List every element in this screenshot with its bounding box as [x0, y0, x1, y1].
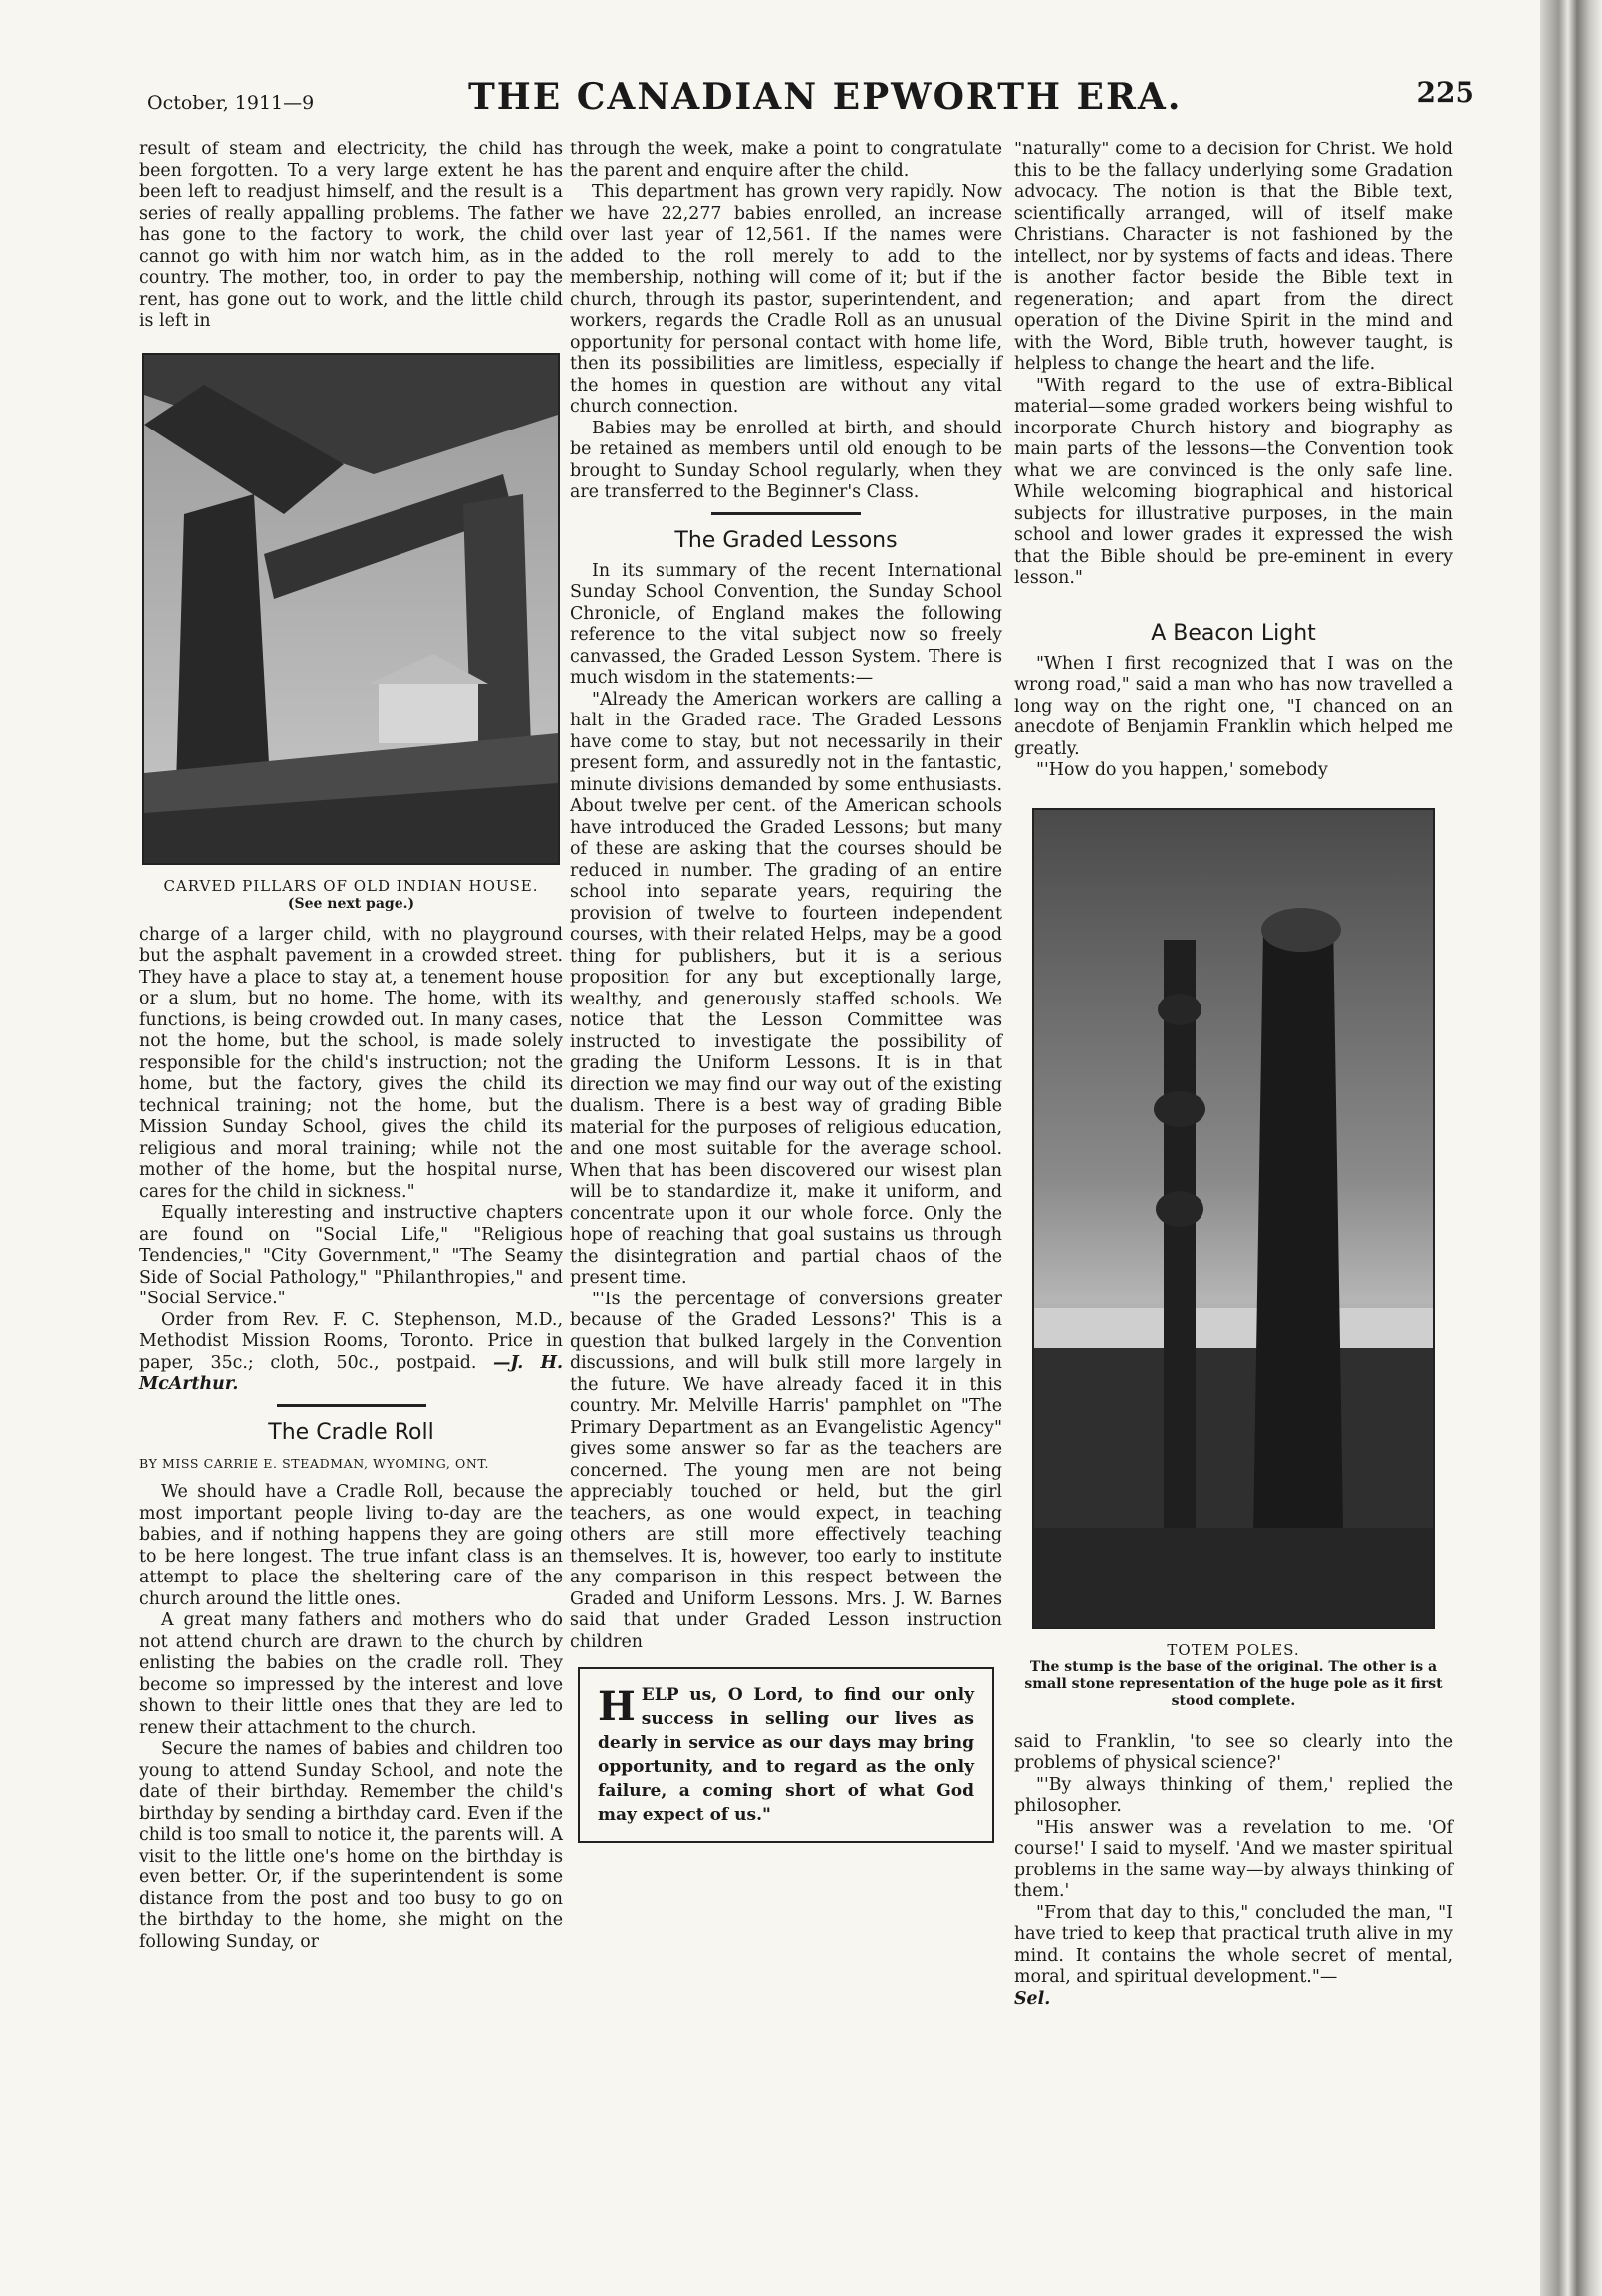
paragraph: said to Franklin, 'to see so clearly into the problems of physical science?'	[1014, 1731, 1453, 1773]
photo-caption-note: The stump is the base of the original. The other is a small stone representation of the huge pole as it first stood complete.	[1024, 1658, 1443, 1709]
section-divider	[277, 1404, 426, 1407]
caption-title: CARVED PILLARS OF OLD INDIAN HOUSE.	[163, 876, 539, 895]
caption-title: TOTEM POLES.	[1167, 1640, 1300, 1659]
photo-carved-pillars	[142, 353, 560, 865]
photo-totem-poles	[1032, 808, 1435, 1629]
paragraph: result of steam and electricity, the child has been forgotten. To a very large extent he has been left to readjust himself, and the result is a series of really appalling problems. The father has gone to the factory to work, the child cannot go with him nor watch him, as in the country. The mother, too, in order to pay the rent, has gone out to work, and the little child is left in	[139, 140, 563, 331]
column-2	[570, 140, 1002, 1843]
column-3	[1014, 140, 1453, 2010]
paragraph	[139, 1310, 563, 1396]
page-number: 225	[1416, 76, 1474, 109]
paragraph: Equally interesting and instructive chapters are found on "Social Life," "Religious Tendencies," "City Government," "The Seamy Side of Social Pathology," "Philanthropies," and "Social Service."	[139, 1203, 563, 1308]
paragraph: charge of a larger child, with no playground but the asphalt pavement in a crowded street. They have a place to stay at, a tenement house or a slum, but no home. The home, with its functions, is being crowded out. In many cases, not the home, but the school, is made solely responsible for the child's instruction; not the home, but the factory, gives the child its technical training; not the home, but the Mission Sunday School, gives the child its religious and moral training; while not the mother of the home, but the hospital nurse, cares for the child in sickness."	[139, 924, 563, 1202]
section-heading-beacon-light: A Beacon Light	[1151, 620, 1316, 646]
paragraph: In its summary of the recent International Sunday School Convention, the Sunday School Chronicle, of England makes the following reference to the vital subject now so freely canvassed, the Graded Lesson System. There is much wisdom in the statements:—	[570, 560, 1002, 688]
issue-date: October, 1911—9	[147, 92, 315, 114]
paragraph: "His answer was a revelation to me. 'Of course!' I said to myself. 'And we master spiritual problems in the same way—by always thinking of them.'	[1014, 1817, 1453, 1901]
publication-title: THE CANADIAN EPWORTH ERA.	[468, 76, 1183, 118]
book-binding	[1540, 0, 1602, 2296]
paragraph: Babies may be enrolled at birth, and should be retained as members until old enough to be brought to Sunday School regularly, when they are transferred to the Beginner's Class.	[570, 418, 1002, 502]
paragraph: "naturally" come to a decision for Christ. We hold this to be the fallacy underlying some Gradation advocacy. The notion is that the Bible text, scientifically arranged, will of itself make Christians. Character is not fashioned by the intellect, nor by systems of facts and ideas. There is another factor beside the Bible text in regeneration; and apart from the direct operation of the Divine Spirit in the mind and with the Word, Bible truth, however taught, is helpless to change the heart and the life.	[1014, 140, 1453, 374]
paragraph: through the week, make a point to congratulate the parent and enquire after the child.	[570, 140, 1002, 181]
caption-note: (See next page.)	[287, 895, 415, 912]
paragraph: "'Is the percentage of conversions greater because of the Graded Lessons?' This is a question that bulked largely in the Convention discussions, and will bulk still more largely in the future. We have already faced it in this country. Mr. Melville Harris' pamphlet on "The Primary Department as an Evangelistic Agency" gives some answer so far as the teachers are concerned. The young men are not being appreciably touched or held, but the girl teachers, as one would expect, in teaching others are still more effectively teaching themselves. It is, however, too early to institute any comparison in this respect between the Graded and Uniform Lessons. Mrs. J. W. Barnes said that under Graded Lesson instruction children	[570, 1289, 1002, 1652]
paragraph: A great many fathers and mothers who do not attend church are drawn to the church by enlisting the babies on the cradle roll. They become so impressed by the interest and love shown to their little ones that they are led to renew their attachment to the church.	[139, 1610, 563, 1738]
paragraph: "'How do you happen,' somebody	[1036, 760, 1328, 780]
prayer-box	[578, 1667, 994, 1843]
column-1	[139, 140, 563, 1953]
carved-pillars-image	[144, 355, 558, 863]
prayer-text: ELP us, O Lord, to find our only success in selling our lives as dearly in service as our days may bring opportunity, and to regard as the only failure, a coming short of what God may expect of us."	[598, 1685, 974, 1825]
byline: BY MISS CARRIE E. STEADMAN, WYOMING, ONT.	[139, 1455, 490, 1471]
photo-caption	[139, 877, 563, 913]
paragraph: "Already the American workers are calling a halt in the Graded race. The Graded Lessons have come to stay, but not necessarily in their present form, and assuredly not in the fantastic, minute divisions demanded by some enthusiasts. About twelve per cent. of the American schools have introduced the Graded Lessons; but many of these are asking that the courses should be reduced in number. The grading of an entire school into separate years, requiring the provision of twelve to fourteen independent courses, with their related Helps, may be a good thing for publishers, but it is a serious proposition for any but exceptionally large, wealthy, and generously staffed schools. We notice that the Lesson Committee was instructed to investigate the possibility of grading the Uniform Lessons. It is in that direction we may find our way out of the existing dualism. There is a best way of grading Bible material for the purposes of religious education, and one most suitable for the average school. When that has been discovered our wisest plan will be to standardize it, make it uniform, and concentrate upon it our whole force. Only the hope of reaching that goal sustains us through the disintegration and partial chaos of the present time.	[570, 689, 1002, 1288]
section-divider	[711, 512, 861, 515]
paragraph: "With regard to the use of extra-Biblical material—some graded workers being wishful to incorporate Church history and biography as main parts of the lessons—the Convention took what we are convinced is the only safe line. While welcoming biographical and historical subjects for illustrative purposes, in the main school and lower grades it expressed the wish that the Bible should be pre-eminent in every lesson."	[1014, 375, 1453, 588]
paragraph: "When I first recognized that I was on the wrong road," said a man who has now travelled a long way on the right one, "I chanced on an anecdote of Benjamin Franklin which helped me greatly.	[1014, 653, 1453, 759]
closing-text: "From that day to this," concluded the man, "I have tried to keep that practical truth alive in my mind. It contains the whole secret of mental, moral, and spiritual development."—	[1014, 1902, 1453, 1987]
totem-poles-image	[1034, 810, 1433, 1627]
paragraph: "'By always thinking of them,' replied the philosopher.	[1014, 1774, 1453, 1816]
photo-caption	[1014, 1641, 1453, 1659]
page-header	[139, 72, 1474, 122]
paragraph: This department has grown very rapidly. Now we have 22,277 babies enrolled, an increase over last year of 12,561. If the names were added to the roll merely to add to the membership, nothing will come of it; but if the church, through its pastor, superintendent, and workers, regards the Cradle Roll as an unusual opportunity for personal contact with home life, then its possibilities are limitless, especially if the homes in question are without any vital church connection.	[570, 182, 1002, 417]
section-heading-cradle-roll: The Cradle Roll	[268, 1419, 434, 1445]
section-heading-graded-lessons: The Graded Lessons	[674, 527, 898, 553]
signature: —J. H. McArthur.	[139, 1352, 563, 1394]
paragraph	[1014, 1903, 1453, 2011]
order-text: Order from Rev. F. C. Stephenson, M.D., Methodist Mission Rooms, Toronto. Price in paper, 35c.; cloth, 50c., postpaid.	[139, 1309, 563, 1373]
paragraph: We should have a Cradle Roll, because the most important people living to-day are the babies, and if nothing happens they are going to be here longest. The true infant class is an attempt to place the sheltering care of the church around the little ones.	[139, 1482, 563, 1609]
paragraph: Secure the names of babies and children too young to attend Sunday School, and note the date of their birthday. Remember the child's birthday by sending a birthday card. Even if the child is too small to notice it, the parents will. A visit to the little one's home on the birthday is even better. Or, if the superintendent is some distance from the post and too busy to go on the birthday to the home, she might on the following Sunday, or	[139, 1739, 563, 1952]
drop-cap: H	[598, 1683, 636, 1730]
signature: Sel.	[1014, 1988, 1051, 2009]
